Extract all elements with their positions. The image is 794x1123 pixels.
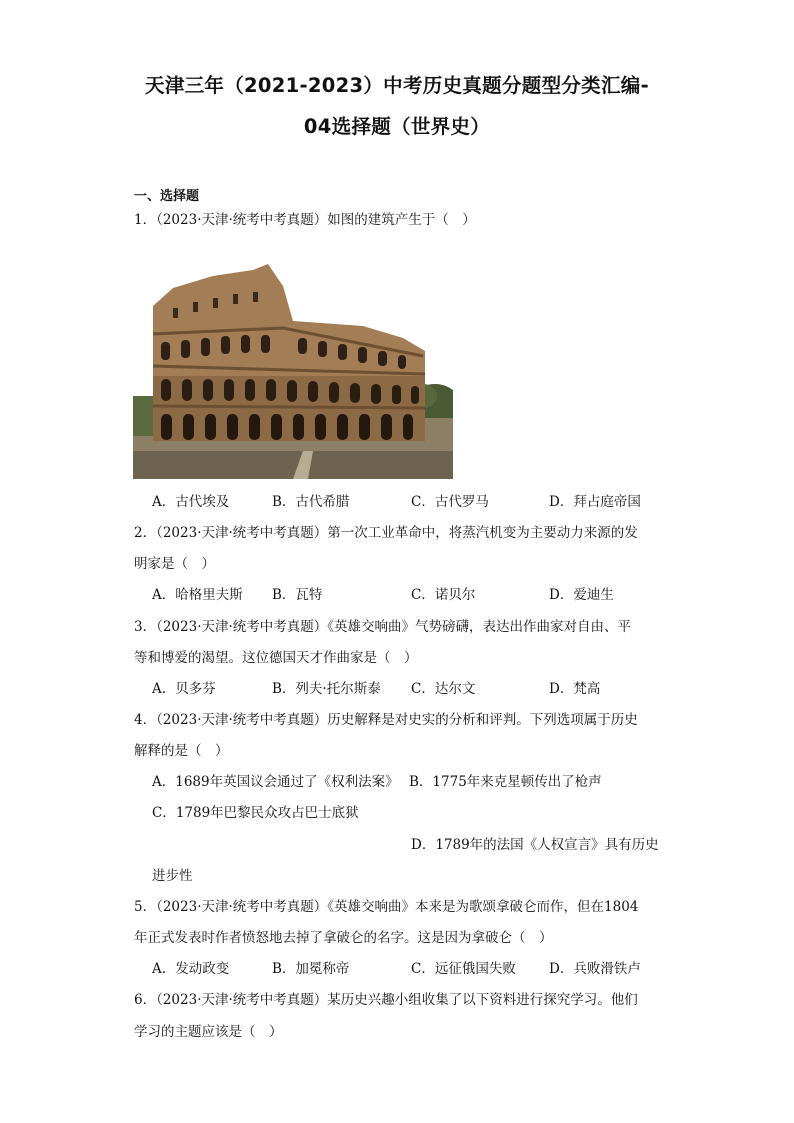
q3-option-a: A．贝多芬 [152, 681, 216, 697]
q4-option-d-continued: 进步性 [152, 868, 193, 884]
q5-option-d: D．兵败滑铁卢 [549, 961, 641, 977]
question-3-stem-line-1: 3．（2023·天津·统考中考真题）《英雄交响曲》气势磅礴，表达出作曲家对自由、平 [134, 619, 632, 635]
question-6-stem-line-1: 6．（2023·天津·统考中考真题）某历史兴趣小组收集了以下资料进行探究学习。他们 [134, 992, 638, 1008]
document-title-line-1: 天津三年（2021-2023）中考历史真题分题型分类汇编- [145, 74, 649, 97]
question-4-stem-line-1: 4．（2023·天津·统考中考真题）历史解释是对史实的分析和评判。下列选项属于历史 [134, 712, 638, 728]
q3-option-c: C．达尔文 [411, 681, 476, 697]
q2-option-c: C．诺贝尔 [411, 587, 476, 603]
q3-option-d: D．梵高 [549, 681, 601, 697]
q1-option-c: C．古代罗马 [411, 494, 489, 510]
colosseum-photo [133, 246, 453, 479]
q3-option-b: B．列夫·托尔斯泰 [272, 681, 381, 697]
question-2-stem-line-2: 明家是（ ） [134, 556, 215, 572]
q5-option-c: C．远征俄国失败 [411, 961, 516, 977]
q1-option-d: D．拜占庭帝国 [549, 494, 641, 510]
q4-option-a: A．1689年英国议会通过了《权利法案》 [152, 774, 399, 790]
question-1-stem: 1．（2023·天津·统考中考真题）如图的建筑产生于（ ） [134, 212, 476, 228]
q1-option-b: B．古代希腊 [272, 494, 350, 510]
section-heading: 一、选择题 [134, 189, 200, 204]
question-3-stem-line-2: 等和博爱的渴望。这位德国天才作曲家是（ ） [134, 650, 418, 666]
question-5-stem-line-2: 年正式发表时作者愤怒地去掉了拿破仑的名字。这是因为拿破仑（ ） [134, 930, 553, 946]
question-2-stem-line-1: 2．（2023·天津·统考中考真题）第一次工业革命中，将蒸汽机变为主要动力来源的发 [134, 525, 638, 541]
question-5-stem-line-1: 5．（2023·天津·统考中考真题）《英雄交响曲》本来是为歌颂拿破仑而作，但在1804 [134, 899, 639, 915]
q2-option-d: D．爱迪生 [549, 587, 614, 603]
q4-option-d: D．1789年的法国《人权宣言》具有历史 [411, 837, 659, 853]
q4-option-c: C．1789年巴黎民众攻占巴士底狱 [152, 805, 359, 821]
q2-option-b: B．瓦特 [272, 587, 323, 603]
q5-option-a: A．发动政变 [152, 961, 230, 977]
q1-option-a: A．古代埃及 [152, 494, 230, 510]
question-4-stem-line-2: 解释的是（ ） [134, 743, 229, 759]
question-6-stem-line-2: 学习的主题应该是（ ） [134, 1024, 283, 1040]
document-title-line-2: 04选择题（世界史） [303, 115, 491, 138]
q2-option-a: A．哈格里夫斯 [152, 587, 243, 603]
q4-option-b: B．1775年来克星顿传出了枪声 [409, 774, 602, 790]
q5-option-b: B．加冕称帝 [272, 961, 350, 977]
